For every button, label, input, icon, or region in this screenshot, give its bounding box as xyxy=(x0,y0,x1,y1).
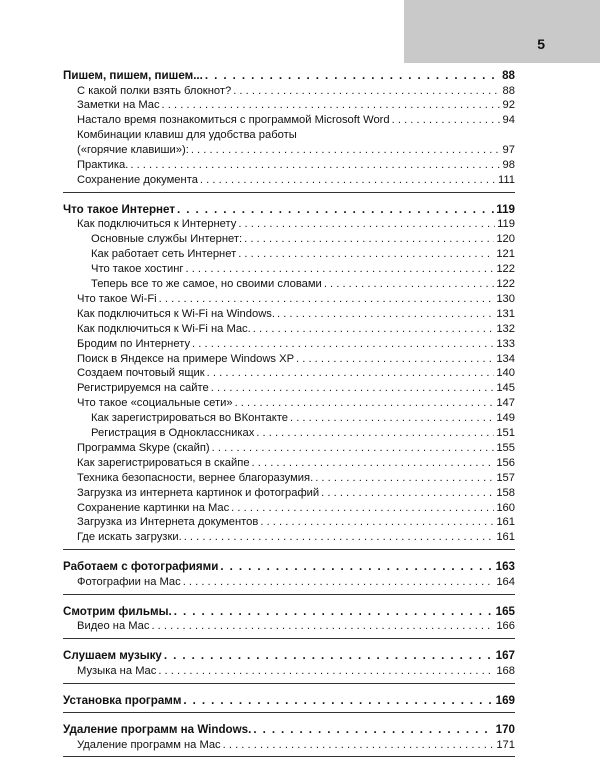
toc-entry-page: 98 xyxy=(502,159,515,172)
toc-entry-page: 163 xyxy=(495,560,515,574)
toc-dot-leader xyxy=(158,664,494,679)
toc-entry xyxy=(63,396,515,411)
toc-entry-title: Что такое хостинг xyxy=(91,263,184,276)
toc-entry-page: 160 xyxy=(496,501,515,514)
toc-entry-page: 149 xyxy=(496,412,515,425)
toc-entry-title: Практика. xyxy=(77,159,129,172)
toc-dot-leader xyxy=(174,604,494,620)
toc-entry-title: Загрузка из Интернета документов xyxy=(77,516,259,529)
toc-chapter-entry xyxy=(63,693,515,709)
toc-entry-title: Загрузка из интернета картинок и фотографий xyxy=(77,486,320,499)
toc-dot-leader xyxy=(233,84,500,99)
toc-section xyxy=(63,559,515,594)
toc-entry-page: 97 xyxy=(502,144,515,157)
toc-chapter-entry xyxy=(63,648,515,664)
toc-entry-title: Что такое «социальные сети» xyxy=(77,397,233,410)
toc-entry-title: Пишем, пишем, пишем... xyxy=(63,69,203,82)
toc-entry-page: 88 xyxy=(502,84,515,97)
toc-entry-page: 140 xyxy=(496,367,515,380)
toc-entry-title: С какой полки взять блокнот? xyxy=(77,84,232,97)
toc-entry-page: 131 xyxy=(496,307,515,320)
toc-section xyxy=(63,693,515,714)
toc-entry-title: Поиск в Яндексе на примере Windows XP xyxy=(77,352,295,365)
toc-entry xyxy=(63,381,515,396)
toc-section xyxy=(63,648,515,683)
toc-entry-page: 111 xyxy=(497,173,515,186)
toc-dot-leader xyxy=(220,559,493,575)
toc-entry-title: Заметки на Mac xyxy=(77,99,160,112)
toc-entry-page: 165 xyxy=(495,604,515,618)
toc-entry-title: Регистрация в Одноклассниках xyxy=(91,427,255,440)
toc-entry-title: Настало время познакомиться с программой Microsoft Word xyxy=(77,114,390,127)
toc-dot-leader xyxy=(184,530,495,545)
toc-chapter-entry xyxy=(63,604,515,620)
toc-entry xyxy=(63,262,515,277)
toc-entry-page: 94 xyxy=(502,114,515,127)
toc-dot-leader xyxy=(277,307,494,322)
toc-chapter-entry xyxy=(63,559,515,575)
toc-dot-leader xyxy=(244,232,494,247)
toc-entry-title: Слушаем музыку xyxy=(63,649,162,663)
toc-dot-leader xyxy=(252,456,495,471)
toc-entry xyxy=(63,232,515,247)
toc-section xyxy=(63,722,515,757)
toc-entry-title: Теперь все то же самое, но своими словами xyxy=(91,277,322,290)
toc-entry xyxy=(63,84,515,99)
toc-dot-leader xyxy=(256,426,494,441)
toc-entry-page: 121 xyxy=(496,248,515,261)
toc-entry-title: Как подключиться к Интернету xyxy=(77,218,237,231)
toc-entry xyxy=(63,277,515,292)
toc-chapter-entry xyxy=(63,68,515,84)
toc-dot-leader xyxy=(164,648,494,664)
toc-entry-title: Программа Skype (скайп) xyxy=(77,441,210,454)
toc-entry xyxy=(63,486,515,501)
toc-dot-leader xyxy=(159,292,495,307)
toc-entry xyxy=(63,619,515,634)
toc-entry-page: 155 xyxy=(496,441,515,454)
toc-entry-page: 88 xyxy=(502,69,515,82)
toc-entry-page: 164 xyxy=(496,575,515,588)
toc-entry-page: 145 xyxy=(496,382,515,395)
toc-dot-leader xyxy=(212,441,495,456)
toc-chapter-entry xyxy=(63,202,515,218)
toc-dot-leader xyxy=(207,366,495,381)
toc-entry xyxy=(63,530,515,545)
toc-entry xyxy=(63,501,515,516)
toc-entry-page: 167 xyxy=(495,649,515,663)
toc-entry-title: Бродим по Интернету xyxy=(77,337,191,350)
toc-entry-page: 130 xyxy=(496,292,515,305)
toc-entry xyxy=(63,143,515,158)
page-number-box xyxy=(404,0,600,63)
toc-dot-leader xyxy=(253,722,493,738)
toc-entry-page: 157 xyxy=(496,471,515,484)
toc-dot-leader xyxy=(151,619,494,634)
toc-entry xyxy=(63,352,515,367)
toc-dot-leader xyxy=(321,486,494,501)
toc-entry xyxy=(63,128,515,143)
toc-entry-title: Как подключиться к Wi-Fi на Windows. xyxy=(77,307,275,320)
toc-dot-leader xyxy=(162,98,501,113)
toc-entry xyxy=(63,217,515,232)
page-number: 5 xyxy=(537,36,545,52)
toc-entry xyxy=(63,426,515,441)
toc-entry-title: Смотрим фильмы. xyxy=(63,604,172,618)
toc-entry-page: 170 xyxy=(495,723,515,736)
toc-dot-leader xyxy=(324,277,495,292)
toc-entry-title: Видео на Mac xyxy=(77,620,150,633)
toc-entry-title: Как зарегистрироваться во ВКонтакте xyxy=(91,412,288,425)
toc-entry xyxy=(63,411,515,426)
toc-entry-title: Музыка на Mac xyxy=(77,664,157,677)
toc-entry-title: Что такое Wi-Fi xyxy=(77,292,157,305)
toc-entry xyxy=(63,113,515,128)
toc-dot-leader xyxy=(231,501,494,516)
toc-entry xyxy=(63,98,515,113)
toc-entry-page: 171 xyxy=(496,738,515,751)
toc-entry xyxy=(63,575,515,590)
toc-entry-title: Удаление программ на Mac xyxy=(77,738,221,751)
toc-chapter-entry xyxy=(63,722,515,738)
toc-dot-leader xyxy=(238,247,494,262)
toc-entry-page: 161 xyxy=(496,516,515,529)
toc-entry xyxy=(63,247,515,262)
toc-entry-title: Техника безопасности, вернее благоразумия. xyxy=(77,471,314,484)
toc-entry xyxy=(63,173,515,188)
toc-entry-page: 120 xyxy=(496,233,515,246)
toc-entry-title: Работаем с фотографиями xyxy=(63,560,219,574)
table-of-contents xyxy=(63,68,515,766)
toc-entry xyxy=(63,366,515,381)
toc-entry-title: Что такое Интернет xyxy=(63,202,176,216)
toc-entry-page: 169 xyxy=(495,693,515,707)
toc-dot-leader xyxy=(177,202,494,218)
toc-entry-page: 161 xyxy=(496,531,515,544)
toc-entry-title: Регистрируемся на сайте xyxy=(77,382,209,395)
toc-entry xyxy=(63,322,515,337)
toc-dot-leader xyxy=(238,217,495,232)
toc-entry-page: 132 xyxy=(496,322,515,335)
toc-entry-title: Как зарегистрироваться в скайпе xyxy=(77,456,250,469)
toc-dot-leader xyxy=(253,322,495,337)
toc-entry xyxy=(63,471,515,486)
toc-entry-page: 166 xyxy=(496,620,515,633)
toc-dot-leader xyxy=(205,68,500,84)
toc-dot-leader xyxy=(392,113,501,128)
toc-section xyxy=(63,202,515,550)
toc-dot-leader xyxy=(183,693,493,709)
toc-entry xyxy=(63,456,515,471)
toc-entry xyxy=(63,307,515,322)
toc-entry-page: 134 xyxy=(496,352,515,365)
toc-entry-title: Комбинации клавиш для удобства работы xyxy=(77,129,297,142)
toc-entry-title: Сохранение документа xyxy=(77,173,198,186)
toc-entry-page: 151 xyxy=(496,427,515,440)
toc-entry-title: Фотографии на Mac xyxy=(77,575,181,588)
toc-dot-leader xyxy=(235,396,495,411)
toc-entry xyxy=(63,158,515,173)
toc-entry-title: Где искать загрузки. xyxy=(77,531,182,544)
toc-entry-title: Основные службы Интернет: xyxy=(91,233,243,246)
toc-section xyxy=(63,604,515,639)
toc-entry xyxy=(63,441,515,456)
toc-entry-page: 119 xyxy=(497,218,515,231)
toc-entry-title: Как работает сеть Интернет xyxy=(91,248,237,261)
toc-entry-page: 92 xyxy=(502,99,515,112)
toc-entry xyxy=(63,292,515,307)
toc-dot-leader xyxy=(192,337,494,352)
toc-dot-leader xyxy=(183,575,495,590)
toc-dot-leader xyxy=(200,173,496,188)
toc-entry-page: 122 xyxy=(496,277,515,290)
toc-dot-leader xyxy=(186,262,495,277)
toc-entry xyxy=(63,664,515,679)
toc-entry-title: Установка программ xyxy=(63,693,182,707)
toc-entry-page: 119 xyxy=(496,202,515,216)
toc-dot-leader xyxy=(130,158,500,173)
toc-dot-leader xyxy=(260,515,494,530)
toc-entry-title: Сохранение картинки на Mac xyxy=(77,501,230,514)
toc-entry xyxy=(63,337,515,352)
toc-dot-leader xyxy=(296,352,494,367)
toc-dot-leader xyxy=(290,411,494,426)
toc-entry-page: 158 xyxy=(496,486,515,499)
toc-entry xyxy=(63,738,515,753)
toc-section xyxy=(63,68,515,193)
toc-entry-page: 133 xyxy=(496,337,515,350)
toc-dot-leader xyxy=(315,471,494,486)
toc-entry-title: Как подключиться к Wi-Fi на Mac. xyxy=(77,322,251,335)
toc-entry-title: Удаление программ на Windows. xyxy=(63,723,252,736)
toc-entry-page: 168 xyxy=(496,664,515,677)
toc-dot-leader xyxy=(191,143,501,158)
toc-entry-page: 147 xyxy=(496,397,515,410)
toc-entry-title: Создаем почтовый ящик xyxy=(77,367,205,380)
toc-entry-title: («горячие клавиши»): xyxy=(77,144,189,157)
toc-entry-page: 122 xyxy=(496,263,515,276)
toc-entry xyxy=(63,515,515,530)
toc-entry-page: 156 xyxy=(496,456,515,469)
toc-dot-leader xyxy=(211,381,495,396)
toc-dot-leader xyxy=(223,738,495,753)
